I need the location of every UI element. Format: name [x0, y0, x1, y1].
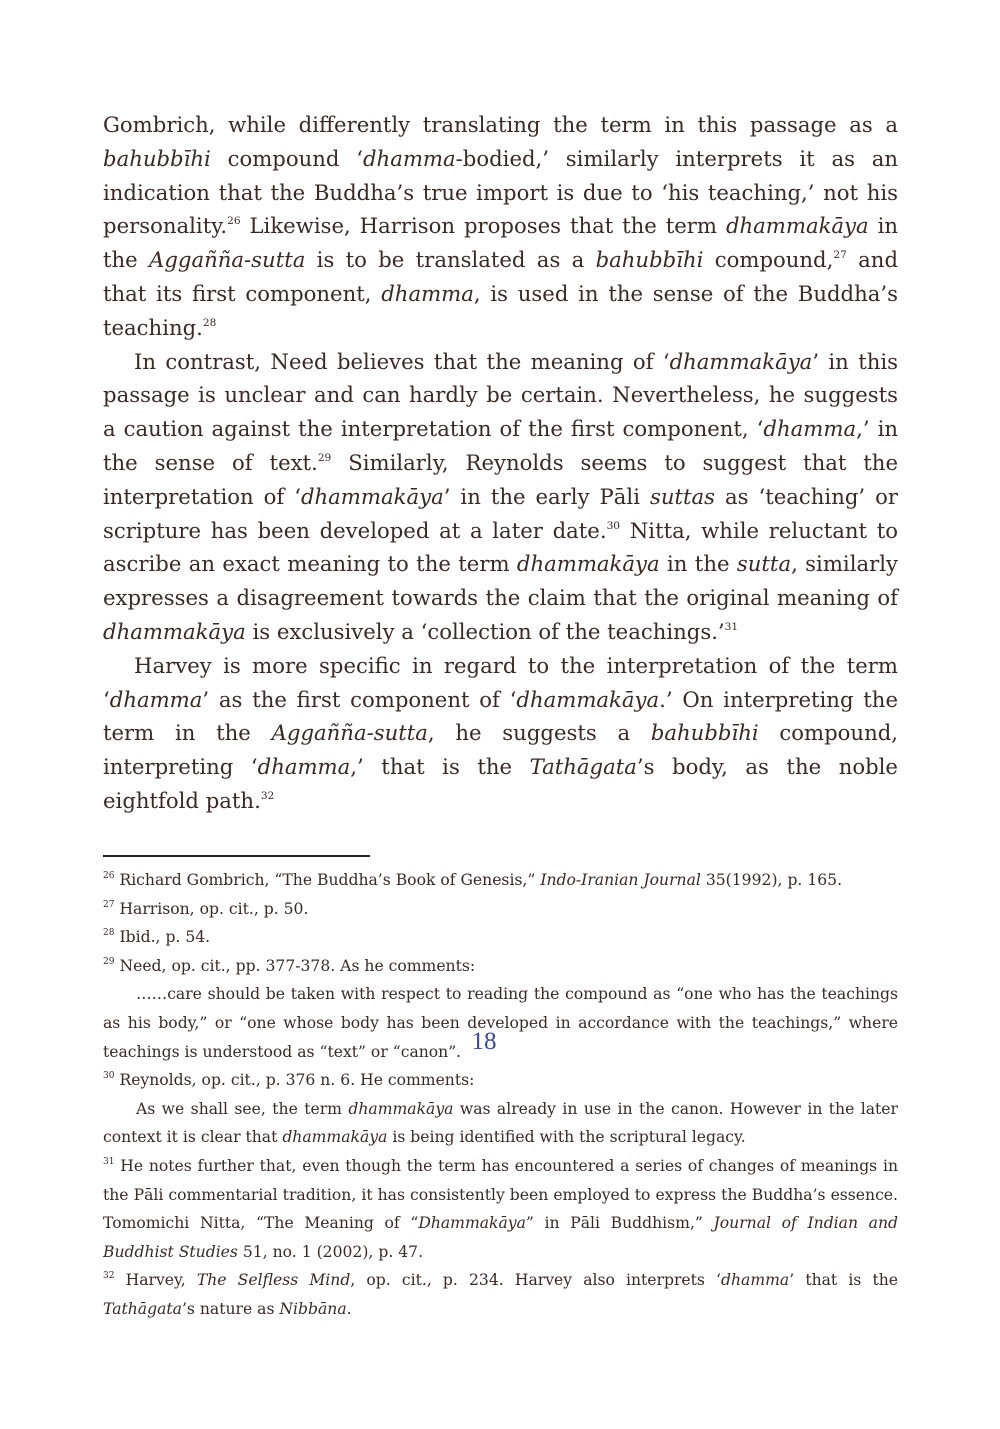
italic-term: dhamma [763, 416, 857, 442]
text: Ibid., p. 54. [114, 928, 211, 947]
footnote-ref[interactable]: 32 [260, 789, 275, 802]
italic-term: dhamma [257, 754, 351, 780]
text: compound, interpreting ‘ [103, 720, 899, 780]
text: ’ in this passage is unclear and can hardly be certain. Nevertheless, he suggests a caution against the interpretation of the first component, ‘ [103, 348, 899, 442]
text: Harvey is more specific in regard to the interpretation of the term ‘ [103, 652, 898, 712]
footnote-number: 28 [103, 928, 115, 939]
footnote-32 [103, 1266, 898, 1323]
footnote-29 [103, 952, 898, 981]
footnote-30-quote [103, 1095, 898, 1152]
italic-term: suttas [649, 483, 716, 509]
footnote-number: 26 [103, 871, 115, 882]
footnote-29-quote [103, 980, 898, 1066]
footnote-ref[interactable]: 28 [202, 316, 217, 329]
text: ’ that is the [789, 1271, 898, 1290]
italic-term: dhamma [381, 280, 474, 306]
text: Nitta, while reluctant to ascribe an exact meaning to the term [103, 517, 898, 577]
footnote-ref[interactable]: 26 [227, 215, 241, 228]
text: compound, [703, 247, 834, 273]
footnote-number: 31 [103, 1157, 115, 1168]
paragraph-1 [103, 108, 898, 345]
italic-term: dhammakāya [103, 618, 246, 644]
text: Similarly, Reynolds seems to suggest that the interpretation of ‘ [103, 449, 898, 509]
footnote-27 [103, 895, 898, 924]
text: Gombrich, while differently translating the term in this passage as a [103, 112, 898, 137]
italic-term: dhamma [721, 1271, 790, 1290]
text: is exclusively a ‘collection of the teachings.’ [245, 618, 725, 644]
text: 51, no. 1 (2002), p. 47. [237, 1242, 424, 1261]
page-number: 18 [471, 1028, 497, 1055]
italic-term: Journal of Indian and Buddhist Studies [103, 1214, 898, 1261]
italic-term: Indo-Iranian Journal [540, 871, 701, 889]
footnote-31 [103, 1152, 898, 1266]
text: ’ as the first component of ‘ [202, 686, 517, 712]
italic-term: The Selfless Mind [196, 1271, 351, 1290]
text: ’s nature as [181, 1299, 280, 1318]
footnote-ref[interactable]: 31 [724, 620, 739, 633]
italic-term: dhammakāya [516, 551, 660, 577]
footnote-ref[interactable]: 30 [606, 519, 621, 532]
footnote-28 [103, 923, 898, 952]
text: , similarly expresses a disagreement towards the claim that the original meaning of [103, 551, 898, 611]
text: in the [103, 213, 898, 273]
footnote-number: 32 [103, 1271, 115, 1282]
italic-term: Tathāgata [529, 754, 637, 780]
italic-term: Aggañña-sutta [149, 247, 306, 273]
text: ’ in the early Pāli [443, 483, 650, 509]
text: Richard Gombrich, “The Buddha’s Book of Genesis,” [114, 871, 541, 889]
text: .’ On interpreting the term in the [103, 686, 898, 746]
text: As we shall see, the term [136, 1099, 349, 1118]
text: compound ‘ [210, 145, 363, 171]
text: ……care should be taken with respect to reading the compound as “one who has the teachings as his body,” or “one whose body has been developed in accordance with the teachings,” where teachings is understood as “text” or “canon”. [103, 985, 898, 1061]
footnote-number: 27 [103, 899, 115, 910]
italic-term: dhammakāya [300, 483, 444, 509]
italic-term: dhamma [109, 686, 203, 712]
text: , op. cit., p. 234. Harvey also interprets ‘ [350, 1271, 722, 1290]
text: was already in use in the canon. However in the later context it is clear that [103, 1099, 898, 1147]
text: , he suggests a [427, 720, 651, 746]
text: is to be translated as a [305, 247, 596, 273]
text: as ‘teaching’ or scripture has been developed at a later date. [103, 483, 898, 543]
footnotes [103, 866, 898, 1324]
paragraph-3 [103, 649, 898, 818]
footnote-ref[interactable]: 27 [833, 249, 847, 262]
italic-term: dhammakāya [516, 686, 660, 712]
footnote-separator [103, 855, 370, 857]
italic-term: dhamma [362, 145, 456, 171]
text: Harvey, [114, 1271, 197, 1290]
text: He notes further that, even though the term has encountered a series of changes of meanings in the Pāli commentarial tradition, it has consistently been employed to express the Buddha’s essence. Tomomichi Nitta, “The Meaning of “ [103, 1156, 898, 1233]
text: 35(1992), p. 165. [700, 871, 843, 889]
text: -bodied,’ similarly interprets it as an indication that the Buddha’s true import is due to ‘his teaching,’ not his personality. [103, 145, 898, 239]
text: Likewise, Harrison proposes that the term [240, 213, 726, 239]
footnote-number: 30 [103, 1071, 115, 1082]
text: ,’ that is the [350, 754, 530, 780]
italic-term: sutta [736, 551, 792, 577]
text: , is used in the sense of the Buddha’s teaching. [103, 280, 899, 340]
italic-term: bahubbīhi [650, 720, 759, 746]
text: Reynolds, op. cit., p. 376 n. 6. He comments: [114, 1071, 475, 1090]
italic-term: bahubbīhi [595, 247, 704, 273]
italic-term: dhammakāya [725, 213, 869, 239]
italic-term: dhammakāya [282, 1128, 388, 1147]
footnote-30 [103, 1066, 898, 1095]
italic-term: Dhammakāya [418, 1214, 526, 1233]
text: Need, op. cit., pp. 377-378. As he comments: [114, 956, 476, 975]
footnote-ref[interactable]: 29 [317, 451, 332, 464]
text: is being identified with the scriptural legacy. [387, 1128, 746, 1147]
text: ” in Pāli Buddhism,” [525, 1214, 714, 1233]
text: ’s body, as the noble eightfold path. [103, 754, 898, 813]
text: Harrison, op. cit., p. 50. [114, 899, 309, 918]
italic-term: Tathāgata [103, 1299, 182, 1318]
text: ,’ in the sense of text. [103, 416, 898, 475]
italic-term: bahubbīhi [103, 145, 211, 171]
text: . [346, 1299, 352, 1318]
footnote-26 [103, 866, 898, 895]
italic-term: dhammakāya [669, 348, 813, 374]
text: In contrast, Need believes that the meaning of ‘ [134, 348, 670, 374]
text: and that its first component, [103, 247, 899, 306]
italic-term: Nibbāna [279, 1299, 347, 1318]
main-text [103, 108, 898, 818]
italic-term: dhammakāya [348, 1099, 454, 1118]
paragraph-2 [103, 345, 898, 649]
footnote-number: 29 [103, 957, 115, 967]
italic-term: Aggañña-sutta [271, 720, 428, 746]
text: in the [659, 551, 737, 577]
